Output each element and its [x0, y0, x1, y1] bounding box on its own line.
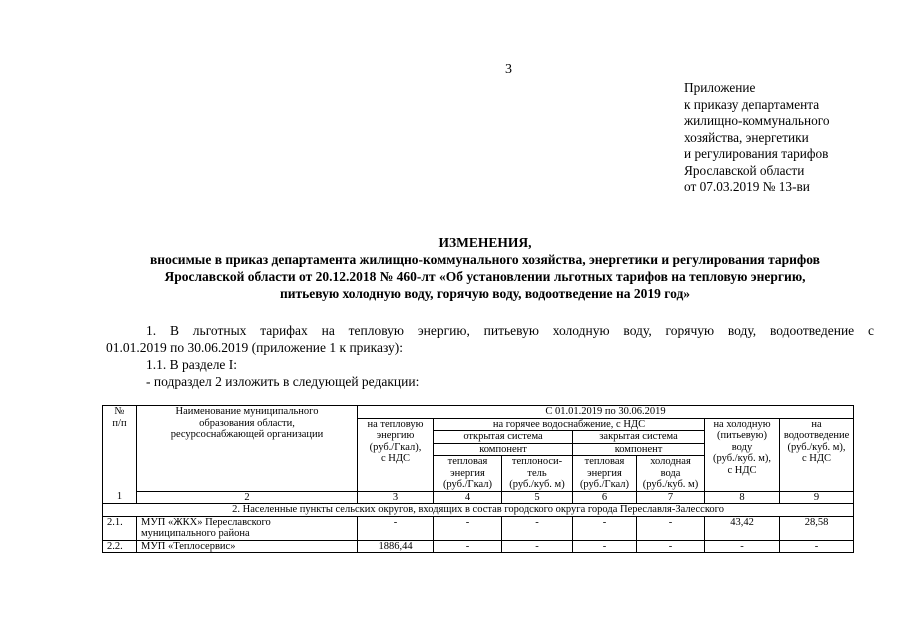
column-number: 9 — [780, 491, 854, 504]
column-number: 5 — [502, 491, 573, 504]
row-name-line: МУП «ЖКХ» Переславского — [141, 516, 271, 528]
row-name-line: МУП «Теплосервис» — [141, 540, 236, 552]
row-value: 43,42 — [705, 516, 780, 540]
header-cold-line: (питьевую) — [717, 430, 767, 441]
header-open-carrier — [502, 456, 573, 492]
heading-line: питьевую холодную воду, горячую воду, водоотведение на 2019 год» — [279, 286, 691, 301]
header-cell-line: (руб./Гкал) — [442, 479, 493, 490]
header-closed-thermal — [573, 456, 637, 492]
row-value: 28,58 — [780, 516, 854, 540]
column-number: 2 — [137, 491, 358, 504]
row-value: - — [573, 540, 637, 553]
section-row — [103, 504, 854, 517]
header-cell-line: вода — [660, 467, 681, 479]
header-name — [137, 406, 358, 492]
header-cold-line: с НДС — [727, 464, 757, 476]
appendix-line: Ярославской области — [684, 162, 805, 178]
column-number: 4 — [434, 491, 502, 504]
header-sewage-line: с НДС — [802, 453, 832, 464]
heading-title: ИЗМЕНЕНИЯ, — [438, 235, 532, 250]
column-number: 6 — [573, 491, 637, 504]
appendix-line: Приложение — [684, 80, 756, 95]
heading-line: вносимые в приказ департамента жилищно-коммунального хозяйства, энергетики и регулирования тарифов — [150, 252, 820, 267]
header-sewage-line: (руб./куб. м), — [787, 441, 846, 453]
header-component-open: компонент — [434, 443, 573, 456]
header-heat-line: с НДС — [380, 453, 411, 464]
header-cell-line: холодная — [650, 456, 691, 467]
table-row — [103, 516, 854, 540]
row-name — [137, 516, 358, 540]
row-value: - — [780, 540, 854, 553]
header-sewage — [780, 418, 854, 491]
header-cold-line: на холодную — [713, 418, 771, 430]
row-value: - — [434, 540, 502, 553]
row-value: - — [434, 516, 502, 540]
header-cell-line: (руб./Гкал) — [579, 479, 630, 490]
header-open-thermal — [434, 456, 502, 492]
paragraph-1-continued: 01.01.2019 по 30.06.2019 (приложение 1 к приказу): — [106, 340, 404, 355]
header-name-line: Наименование муниципального — [175, 406, 319, 417]
header-num-line: п/п — [112, 417, 127, 429]
header-cell-line: (руб./куб. м) — [642, 479, 699, 490]
header-sewage-line: на водоотведение — [783, 418, 850, 441]
row-value: - — [705, 540, 780, 553]
row-value: - — [502, 516, 573, 540]
row-value: - — [573, 516, 637, 540]
header-closed-cold — [637, 456, 705, 492]
tariff-table — [102, 405, 854, 553]
header-component-closed: компонент — [573, 443, 705, 456]
header-num — [103, 406, 137, 492]
header-cell-line: энергия — [587, 467, 622, 479]
header-heat-line: (руб./Гкал), — [369, 441, 422, 453]
paragraph-1: 1. В льготных тарифах на тепловую энергию, питьевую холодную воду, горячую воду, водоотведение с — [146, 323, 874, 338]
row-value: 1886,44 — [358, 540, 434, 553]
header-cell-line: (руб./куб. м) — [509, 479, 565, 490]
header-cell-line: тепловая — [584, 456, 625, 467]
row-value: - — [637, 540, 705, 553]
header-heat — [358, 418, 434, 491]
header-num-line: № — [114, 406, 125, 417]
header-heat-line: на тепловую — [367, 418, 424, 430]
header-open-system: открытая система — [434, 431, 573, 444]
table-row — [103, 540, 854, 553]
row-value: - — [502, 540, 573, 553]
paragraph-2: 1.1. В разделе I: — [146, 357, 238, 372]
column-number: 8 — [705, 491, 780, 504]
header-closed-system: закрытая система — [573, 431, 705, 444]
appendix-line: и регулирования тарифов — [684, 146, 829, 161]
row-value: - — [358, 516, 434, 540]
header-heat-line: энергию — [376, 430, 415, 441]
section-title: 2. Населенные пункты сельских округов, входящих в состав городского округа города Переславля-Залесского — [103, 504, 854, 517]
row-num: 2.1. — [103, 516, 137, 540]
document-heading — [90, 234, 880, 302]
header-cell-line: теплоноси- — [511, 456, 563, 467]
column-number: 7 — [637, 491, 705, 504]
heading-line: Ярославской области от 20.12.2018 № 460-лт «Об установлении льготных тарифов на тепловую энергию, — [164, 269, 806, 284]
appendix-block — [684, 80, 830, 196]
column-number-row — [103, 491, 854, 504]
header-hot-water: на горячее водоснабжение, с НДС — [434, 418, 705, 431]
header-name-line: образования области, — [199, 417, 295, 429]
appendix-line: от 07.03.2019 № 13-ви — [684, 179, 810, 194]
appendix-line: хозяйства, энергетики — [684, 129, 809, 145]
column-number: 1 — [103, 491, 137, 504]
appendix-line: жилищно-коммунального — [684, 113, 830, 128]
header-cell-line: тепловая — [447, 456, 488, 467]
header-period: С 01.01.2019 по 30.06.2019 — [358, 406, 854, 419]
page-number: 3 — [505, 62, 512, 77]
row-value: - — [637, 516, 705, 540]
row-name — [137, 540, 358, 553]
column-number: 3 — [358, 491, 434, 504]
appendix-line: к приказу департамента — [684, 96, 820, 112]
header-cell-line: энергия — [450, 467, 485, 479]
header-cell-line: тель — [527, 467, 547, 479]
paragraph-3: - подраздел 2 изложить в следующей редакции: — [146, 374, 420, 389]
header-name-line: ресурсоснабжающей организации — [170, 429, 324, 440]
row-num: 2.2. — [103, 540, 137, 553]
header-cold-line: (руб./куб. м), — [712, 453, 772, 464]
header-cold-line: воду — [731, 441, 753, 453]
header-cold-water — [705, 418, 780, 491]
row-name-line: муниципального района — [141, 528, 250, 539]
